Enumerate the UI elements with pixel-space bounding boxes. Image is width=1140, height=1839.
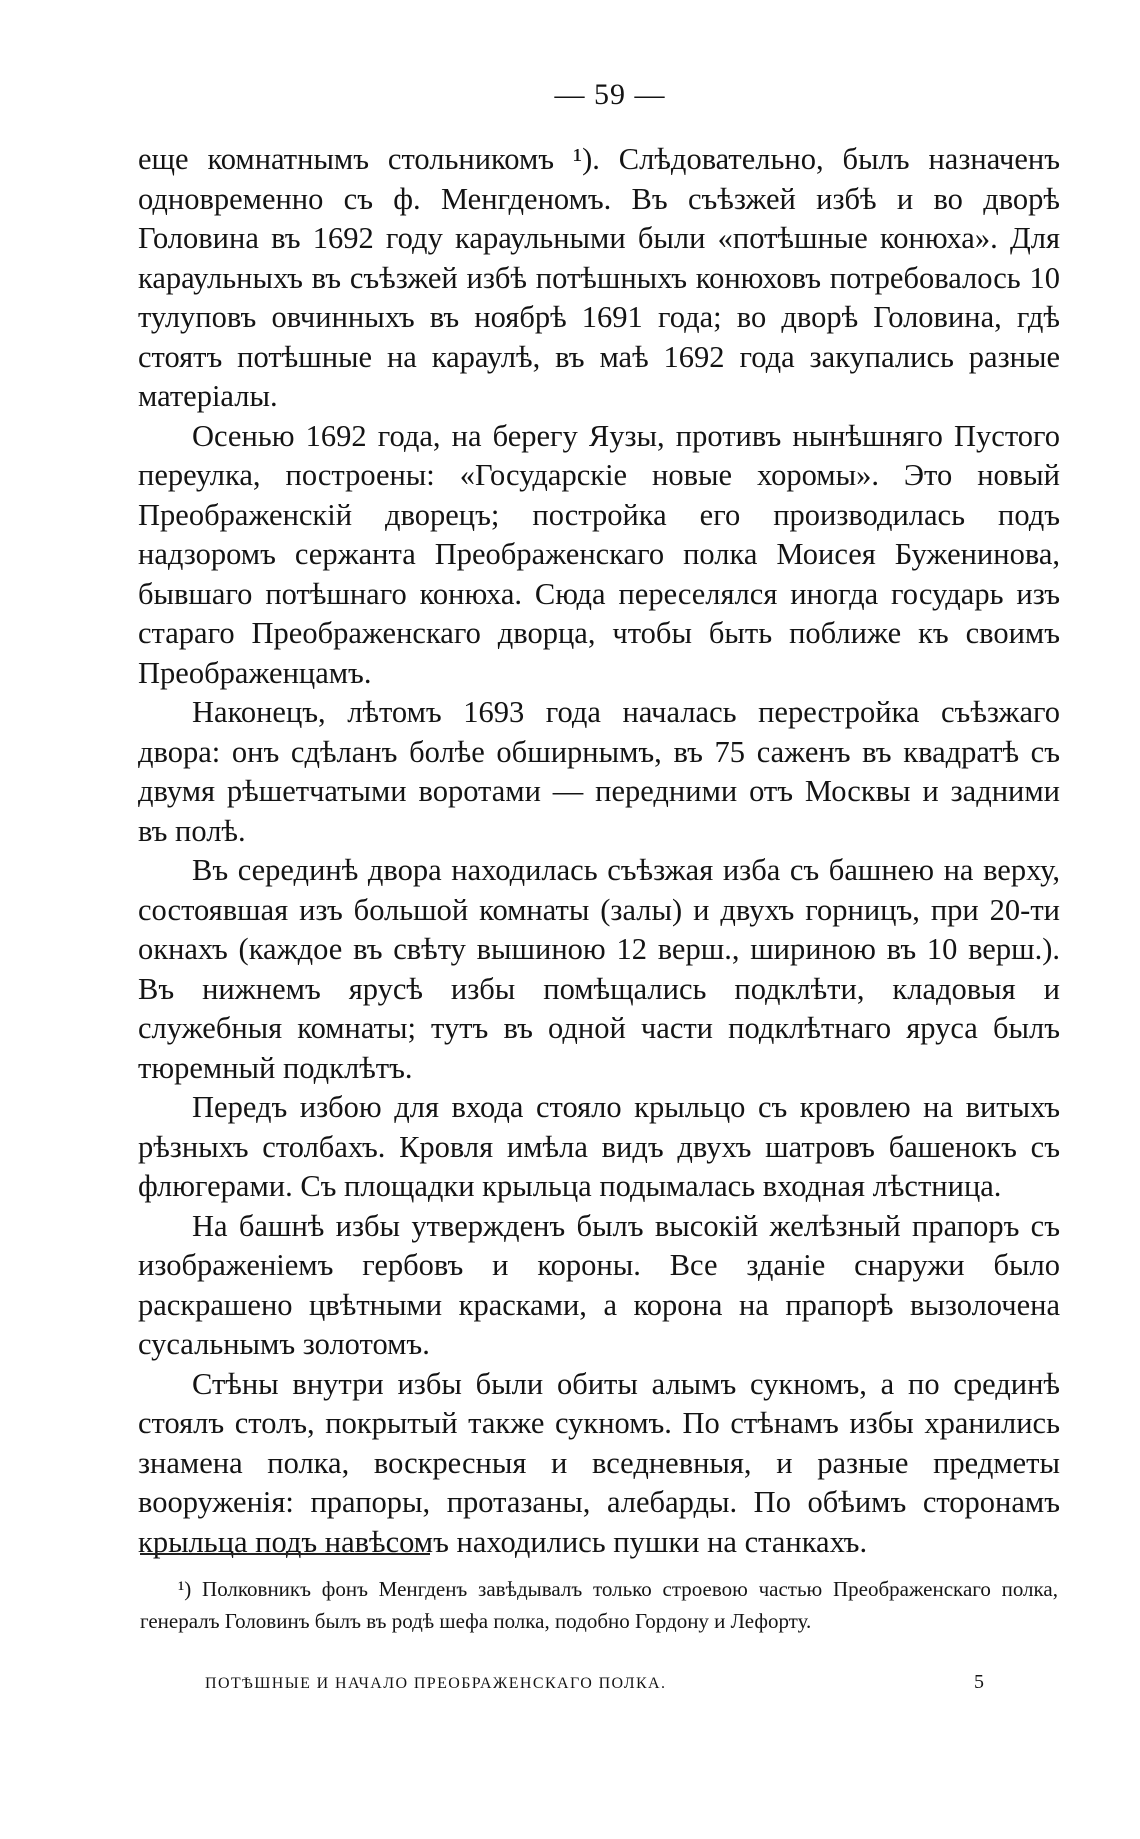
signature-number: 5 xyxy=(974,1671,984,1693)
paragraph-2: Осенью 1692 года, на берегу Яузы, противъ нынѣшняго Пустого переулка, построены: «Государскіе новые хоромы». Это новый Преображенскій дворецъ; постройка его производилась подъ надзоромъ сержанта Преображенскаго полка Моисея Буженинова, бывшаго потѣшнаго конюха. Сюда переселялся иногда государь изъ стараго Преображенскаго дворца, чтобы быть поближе къ своимъ Преображенцамъ. xyxy=(138,418,1060,690)
body-text xyxy=(138,140,1060,1562)
paragraph-3: Наконецъ, лѣтомъ 1693 года началась перестройка съѣзжаго двора: онъ сдѣланъ болѣе обширнымъ, въ 75 саженъ въ квадратѣ съ двумя рѣшетчатыми воротами — передними отъ Москвы и задними въ полѣ. xyxy=(138,695,1060,848)
footnotes xyxy=(140,1573,1058,1637)
paragraph-5: Передъ избою для входа стояло крыльцо съ кровлею на витыхъ рѣзныхъ столбахъ. Кровля имѣла видъ двухъ шатровъ башенокъ съ флюгерами. Съ площадки крыльца подымалась входная лѣстница. xyxy=(138,1090,1060,1203)
paragraph-1: еще комнатнымъ стольникомъ ¹). Слѣдовательно, былъ назначенъ одновременно съ ф. Менгденомъ. Въ съѣзжей избѣ и во дворѣ Головина въ 1692 году караульными были «потѣшные конюха». Для караульныхъ въ съѣзжей избѣ потѣшныхъ конюховъ потребовалось 10 тулуповъ овчинныхъ въ ноябрѣ 1691 года; во дворѣ Головина, гдѣ стоятъ потѣшные на караулѣ, въ маѣ 1692 года закупались разные матеріалы. xyxy=(138,142,1060,413)
signature-title: ПОТѢШНЫЕ И НАЧАЛО ПРЕОБРАЖЕНСКАГО ПОЛКА. xyxy=(205,1675,667,1692)
paragraph-4: Въ серединѣ двора находилась съѣзжая изба съ башнею на верху, состоявшая изъ большой комнаты (залы) и двухъ горницъ, при 20-ти окнахъ (каждое въ свѣту вышиною 12 верш., шириною въ 10 верш.). Въ нижнемъ ярусѣ избы помѣщались подклѣти, кладовыя и служебныя комнаты; тутъ въ одной части подклѣтнаго яруса былъ тюремный подклѣтъ. xyxy=(138,853,1060,1085)
footnote-1: ¹) Полковникъ фонъ Менгденъ завѣдывалъ только строевою частью Преображенскаго полка, генералъ Головинъ былъ въ родѣ шефа полка, подобно Гордону и Лефорту. xyxy=(140,1577,1058,1633)
paragraph-6: На башнѣ избы утвержденъ былъ высокій желѣзный прапоръ съ изображеніемъ гербовъ и короны. Все зданіе снаружи было раскрашено цвѣтными красками, а корона на прапорѣ вызолочена сусальнымъ золотомъ. xyxy=(138,1208,1060,1361)
page-number: — 59 — xyxy=(554,78,666,111)
paragraph-7: Стѣны внутри избы были обиты алымъ сукномъ, а по срединѣ стоялъ столъ, покрытый также сукномъ. По стѣнамъ избы хранились знамена полка, воскресныя и вседневныя, и разные предметы вооруженія: прапоры, протазаны, алебарды. По обѣимъ сторонамъ крыльца подъ навѣсомъ находились пушки на станкахъ. xyxy=(138,1366,1060,1559)
footnote-divider xyxy=(140,1553,430,1555)
